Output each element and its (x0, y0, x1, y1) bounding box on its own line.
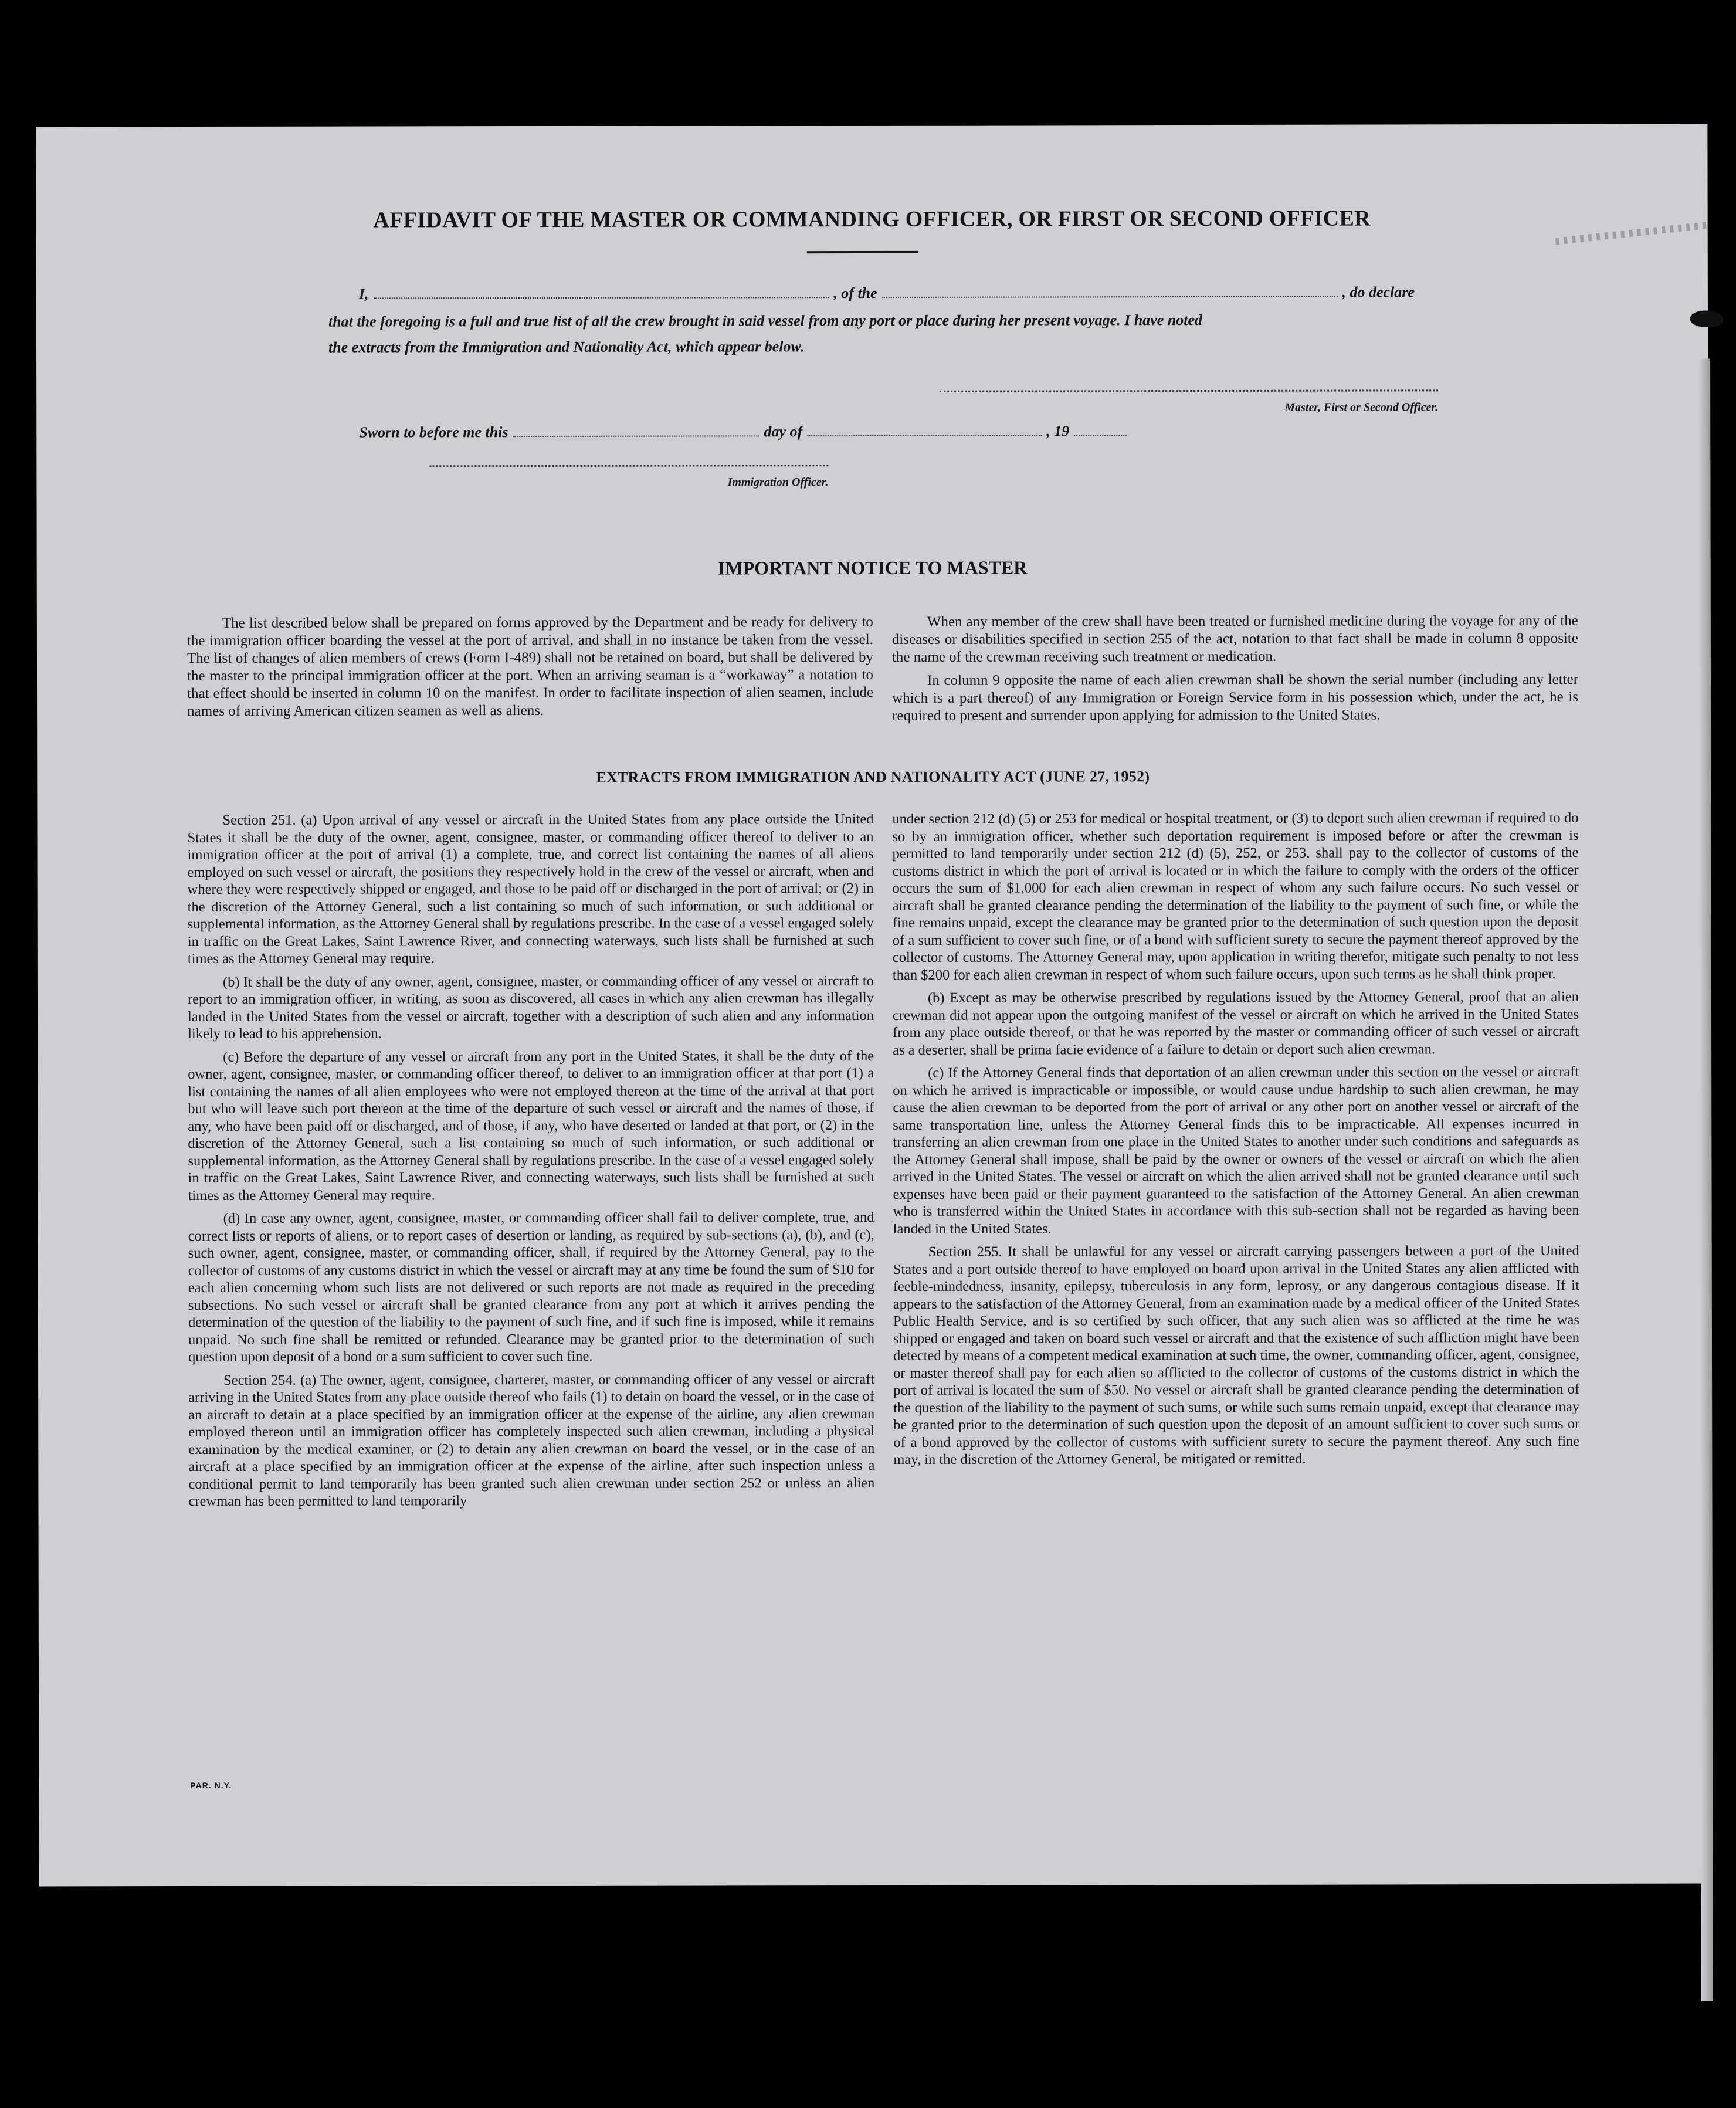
section-251-a: Section 251. (a) Upon arrival of any vessel or aircraft in the United States from any place outside the United States it shall be the duty of the owner, agent, consignee, master, or commanding officer thereof to deliver to an immigration officer at the port of arrival (1) a complete, true, and correct list containing the names of all aliens employed on such vessel or aircraft, the positions they respectively hold in the crew of the vessel or aircraft, when and where they were respectively shipped or engaged, and those to be paid off or discharged in the port of arrival; or (2) in the discretion of the Attorney General, such a list containing so much of such information, or such additional or supplemental information, as the Attorney General shall by regulations prescribe. In the case of a vessel engaged solely in traffic on the Great Lakes, Saint Lawrence River, and connecting waterways, such lists shall be furnished at such times as the Attorney General may require. (187, 811, 874, 967)
of-the-label: , of the (833, 284, 877, 302)
do-declare-label: , do declare (1342, 283, 1415, 301)
vessel-name-field[interactable] (882, 283, 1338, 298)
page-edge-shadow (1698, 359, 1713, 2001)
notice-right-column (892, 612, 1578, 725)
section-251-d: (d) In case any owner, agent, consignee, master, or commanding officer shall fail to deliver complete, true, and correct lists or reports of aliens, or to report cases of desertion or landing, as required by sub-sections (a), (b), and (c), such owner, agent, consignee, master, or commanding officer, shall, if required by the Attorney General, pay to the collector of customs of any customs district in which the vessel or aircraft may at any time be found the sum of $10 for each alien concerning whom such lists are not delivered or such reports are not made as required in the preceding subsections. No such vessel or aircraft shall be granted clearance from any port at which it arrives pending the determination of the question of the liability to the payment of such fine, and if such fine is imposed, while it remains unpaid. No such fine shall be remitted or refunded. Clearance may be granted prior to the determination of such question upon deposit of a bond or a sum sufficient to cover such fine. (188, 1209, 875, 1365)
day-of-label: day of (764, 423, 803, 440)
extracts-right-column (892, 809, 1579, 1469)
section-254-b: (b) Except as may be otherwise prescribed by regulations issued by the Attorney General, proof that an alien crewman did not appear upon the outgoing manifest of the vessel or aircraft on which he arrived in the United States from any place outside thereof, or that he was reported by the master or commanding officer of such vessel or aircraft as a deserter, shall be prima facie evidence of a failure to detain or deport such alien crewman. (893, 988, 1579, 1058)
notice-paragraph: When any member of the crew shall have been treated or furnished medicine during the voyage for any of the diseases or disabilities specified in section 255 of the act, notation to that fact shall be made in column 8 opposite the name of the crewman receiving such treatment or medication. (891, 612, 1578, 665)
section-255: Section 255. It shall be unlawful for any vessel or aircraft carrying passengers between a port of the United States and a port outside thereof to have employed on board upon arrival in the United States any alien afflicted with feeble-mindedness, insanity, epilepsy, tuberculosis in any form, leprosy, or any dangerous contagious disease. If it appears to the satisfaction of the Attorney General, from an examination made by a medical officer of the United States Public Health Service, and is so certified by such officer, that any such alien was so afflicted at the time he was shipped or engaged and taken on board such vessel or aircraft and that the existence of such affliction might have been detected by means of a competent medical examination at such time, the owner, commanding officer, agent, consignee, or master thereof shall pay for each alien so afflicted to the collector of customs of the customs district in which the port of arrival is located the sum of $50. No vessel or aircraft shall be granted clearance pending the determination of the question of the liability to the payment of such sums, or while such sums remain unpaid, except that clearance may be granted prior to the determination of such question upon the deposit of an amount sufficient to cover such sums or of a bond approved by the collector of customs with sufficient surety to secure the payment thereof. Any such fine may, in the discretion of the Attorney General, be mitigated or remitted. (893, 1242, 1580, 1468)
notice-left-column (187, 614, 873, 720)
declaration-line-2: the extracts from the Immigration and Nationality Act, which appear below. (328, 338, 805, 356)
document-page (36, 124, 1710, 1887)
sworn-month-field[interactable] (807, 422, 1042, 436)
year-label: , 19 (1046, 422, 1070, 440)
notice-title: IMPORTANT NOTICE TO MASTER (718, 557, 1028, 579)
sworn-year-field[interactable] (1074, 422, 1127, 436)
i-label: I, (358, 285, 369, 303)
section-251-c: (c) Before the departure of any vessel or aircraft from any port in the United States, it shall be the duty of the owner, agent, consignee, master, or commanding officer thereof, to deliver to an immigration officer at that port (1) a list containing the names of all alien employees who were not employed thereon at the time of the arrival at that port but who will leave such port thereon at the time of the departure of such vessel or aircraft and the names of those, if any, who have been paid off or discharged, and of those, if any, who have deserted or landed at that port, or (2) in the discretion of the Attorney General, such a list containing so much of such information, or such additional or supplemental information, as the Attorney General shall by regulations prescribe. In the case of a vessel engaged solely in traffic on the Great Lakes, Saint Lawrence River, and connecting waterways, such lists shall be furnished at such times as the Attorney General may require. (188, 1048, 874, 1204)
declarant-name-field[interactable] (373, 284, 829, 299)
extracts-left-column (187, 811, 874, 1510)
extracts-title: EXTRACTS FROM IMMIGRATION AND NATIONALITY ACT (JUNE 27, 1952) (596, 768, 1150, 786)
printer-code: PAR. N.Y. (190, 1780, 232, 1791)
master-signature-line[interactable] (940, 389, 1438, 415)
notice-paragraph: The list described below shall be prepared on forms approved by the Department and be ready for delivery to the immigration officer boarding the vessel at the port of arrival, and shall in no instance be taken from the vessel. The list of changes of alien members of crews (Form I-489) shall not be retained on board, but shall be delivered by the master to the principal immigration officer at the port. When an arriving seaman is a “workaway” a notation to that effect should be inserted in column 10 on the manifest. In order to facilitate inspection of alien seamen, include names of arriving American citizen seamen as well as aliens. (187, 614, 874, 720)
sworn-label: Sworn to before me this (359, 423, 508, 441)
declaration-line-1: that the foregoing is a full and true list of all the crew brought in said vessel from any port or place during her present voyage. I have noted (328, 311, 1203, 330)
section-251-b: (b) It shall be the duty of any owner, agent, consignee, master, or commanding officer of any vessel or aircraft to report to an immigration officer, in writing, as soon as discovered, all cases in which any alien crewman has illegally landed in the United States from the vessel or aircraft, together with a description of such alien and any information likely to lead to his apprehension. (187, 972, 874, 1042)
affidavit-title: AFFIDAVIT OF THE MASTER OR COMMANDING OFFICER, OR FIRST OR SECOND OFFICER (373, 206, 1371, 233)
master-signature-label: Master, First or Second Officer. (1284, 401, 1439, 414)
immigration-officer-signature-line[interactable] (429, 465, 828, 490)
scan-speck (1690, 310, 1723, 327)
section-254-a: Section 254. (a) The owner, agent, consignee, charterer, master, or commanding officer of any vessel or aircraft arriving in the United States from any place outside thereof who fails (1) to detain on board the vessel, or in the case of an aircraft to detain at a place specified by an immigration officer at the expense of the airline, any alien crewman employed thereon until an immigration officer has completely inspected such alien crewman, including a physical examination by the medical examiner, or (2) to detain any alien crewman on board the vessel, or in the case of an aircraft at a place specified by an immigration officer at the expense of the airline, after such inspection unless a conditional permit to land temporarily has been granted such alien crewman under section 252 or unless an alien crewman has been permitted to land temporarily (188, 1371, 875, 1510)
section-254-c: (c) If the Attorney General finds that deportation of an alien crewman under this section on the vessel or aircraft on which he arrived is impracticable or impossible, or would cause undue hardship to such alien crewman, he may cause the alien crewman to be deported from the port of arrival or any other port on another vessel or aircraft of the same transportation line, unless the Attorney General finds this to be impracticable. All expenses incurred in transferring an alien crewman from one place in the United States to another under such conditions and safeguards as the Attorney General shall impose, shall be paid by the owner or owners of the vessel or aircraft on which the alien arrived in the United States. The vessel or aircraft on which the alien arrived shall not be granted clearance until such expenses have been paid or their payment guaranteed to the satisfaction of the Attorney General. An alien crewman who is transferred within the United States in accordance with this sub-section shall not be regarded as having been landed in the United States. (893, 1063, 1579, 1237)
immigration-officer-label: Immigration Officer. (727, 476, 829, 489)
notice-paragraph: In column 9 opposite the name of each alien crewman shall be shown the serial number (including any letter which is a part thereof) of any Immigration or Foreign Service form in his possession which, under the act, he is required to present and surrender upon applying for admission to the United States. (892, 671, 1579, 724)
sworn-row (359, 422, 1180, 441)
title-divider (807, 251, 918, 253)
section-254-a-continued: under section 212 (d) (5) or 253 for medical or hospital treatment, or (3) to deport such alien crewman if required to do so by an immigration officer, whether such deportation requirement is imposed before or after the crewman is permitted to land temporarily under section 212 (d) (5), 252, or 253, shall pay to the collector of customs of the customs district in which the port of arrival is located or in which the failure to comply with the orders of the officer occurs the sum of $1,000 for each alien crewman in respect of whom any such failure occurs. No such vessel or aircraft shall be granted clearance pending the determination of the liability to the payment of such fine, or while the fine remains unpaid, except the clearance may be granted prior to the determination of such question upon the deposit of a sum sufficient to cover such fine, or of a bond with sufficient surety to secure the payment thereof approved by the collector of customs. The Attorney General may, upon application in writing therefor, mitigate such penalty to not less than $200 for each alien crewman in respect of whom such failure occurs, upon such terms as he shall think proper. (892, 809, 1579, 983)
declarant-row (359, 283, 1415, 303)
sworn-day-field[interactable] (513, 422, 760, 437)
